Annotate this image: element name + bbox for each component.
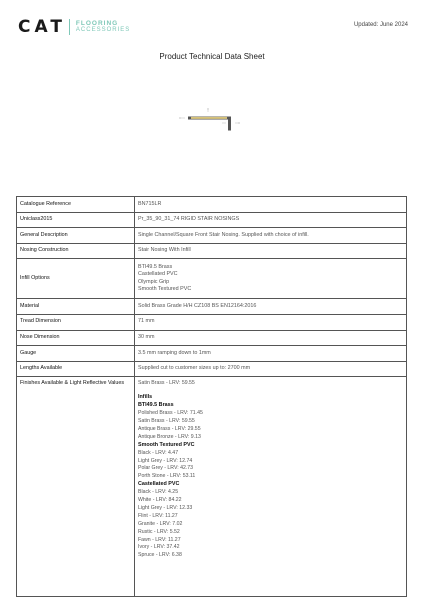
spec-label: Catalogue Reference — [17, 197, 135, 213]
infills-heading: Infills — [138, 394, 153, 401]
finish-item: Black - LRV: 4.25 — [138, 489, 179, 496]
finish-item: White - LRV: 84.22 — [138, 497, 182, 504]
updated-date: Updated: June 2024 — [353, 22, 408, 28]
page-header — [18, 14, 408, 38]
finish-item: Antique Bronze - LRV: 9.13 — [138, 433, 201, 440]
spec-label: Infill Options — [17, 259, 135, 299]
spec-value: BN715LR — [135, 197, 407, 213]
document-title: Product Technical Data Sheet — [159, 52, 265, 61]
spec-value: Pr_35_90_31_74 RIGID STAIR NOSINGS — [135, 212, 407, 228]
spec-label: Gauge — [17, 346, 135, 362]
spec-label: Nose Dimension — [17, 330, 135, 346]
infill-option: Smooth Textured PVC — [138, 286, 192, 293]
finishes-value — [135, 377, 407, 597]
spec-row-uniclass — [17, 212, 407, 228]
spec-row-infill-options — [17, 259, 407, 299]
finish-item: Granite - LRV: 7.02 — [138, 520, 183, 527]
spec-value: 30 mm — [135, 330, 407, 346]
spec-value: Stair Nosing With Infill — [135, 243, 407, 259]
finish-item: Fawn - LRV: 11.27 — [138, 536, 181, 543]
spec-row-finishes — [17, 377, 407, 597]
finish-item: Flint - LRV: 11.27 — [138, 512, 178, 519]
infill-option: BTI49.5 Brass — [138, 263, 173, 270]
spec-row-nosing-construction — [17, 243, 407, 259]
technical-spec-table — [16, 196, 407, 597]
logo-wordmark: CAT — [18, 17, 66, 37]
spec-row-general-description — [17, 228, 407, 244]
infill-option: Castellated PVC — [138, 271, 178, 278]
finish-item: Black - LRV: 4.47 — [138, 449, 179, 456]
spec-value: Single Channel/Square Front Stair Nosing. Supplied with choice of infill. — [135, 228, 407, 244]
spec-row-material — [17, 299, 407, 315]
spec-row-nose-dimension — [17, 330, 407, 346]
finish-item: Polished Brass - LRV: 71.45 — [138, 410, 203, 417]
spec-label: Tread Dimension — [17, 314, 135, 330]
finish-item: Polar Grey - LRV: 42.73 — [138, 465, 194, 472]
finish-item: Light Grey - LRV: 12.74 — [138, 457, 193, 464]
spec-label: Lengths Available — [17, 361, 135, 377]
spec-label: Uniclass2015 — [17, 212, 135, 228]
finish-item: Ivory - LRV: 37.42 — [138, 544, 180, 551]
logo-sub-accessories: ACCESSORIES — [75, 27, 131, 33]
spec-value: Supplied cut to customer sizes up to: 2700 mm — [135, 361, 407, 377]
finish-item: Satin Brass - LRV: 59.55 — [138, 417, 195, 424]
finish-item: Light Grey - LRV: 12.33 — [138, 504, 193, 511]
finish-item: Antique Brass - LRV: 29.55 — [138, 425, 201, 432]
logo-sub-flooring: FLOORING — [75, 20, 119, 27]
spec-label: Finishes Available & Light Reflective Values — [17, 377, 135, 597]
spec-label: General Description — [17, 228, 135, 244]
finish-group-heading: Smooth Textured PVC — [138, 441, 195, 448]
spec-row-catalogue-reference — [17, 197, 407, 213]
base-finish: Satin Brass - LRV: 59.55 — [138, 380, 195, 387]
spec-row-tread-dimension — [17, 314, 407, 330]
infill-option: Olympic Grip — [138, 278, 170, 285]
logo-subtitle — [76, 20, 130, 34]
spec-value: 71 mm — [135, 314, 407, 330]
cat-logo — [18, 17, 130, 37]
finish-item: Porth Stone - LRV: 53.11 — [138, 473, 196, 480]
spec-label: Nosing Construction — [17, 243, 135, 259]
stair-nosing-profile-diagram — [178, 104, 248, 142]
finish-item: Spruce - LRV: 6.38 — [138, 552, 182, 559]
spec-label: Material — [17, 299, 135, 315]
finish-item: Rustic - LRV: 5.52 — [138, 528, 180, 535]
spec-row-gauge — [17, 346, 407, 362]
spec-value-list — [135, 259, 407, 299]
spec-value: 3.5 mm ramping down to 1mm — [135, 346, 407, 362]
finish-group-heading: Castellated PVC — [138, 481, 180, 488]
logo-divider — [69, 19, 70, 35]
finish-group-heading: BTI49.5 Brass — [138, 402, 174, 409]
spec-value: Solid Brass Grade H/H CZ108 BS EN12164:2016 — [135, 299, 407, 315]
spec-row-lengths-available — [17, 361, 407, 377]
